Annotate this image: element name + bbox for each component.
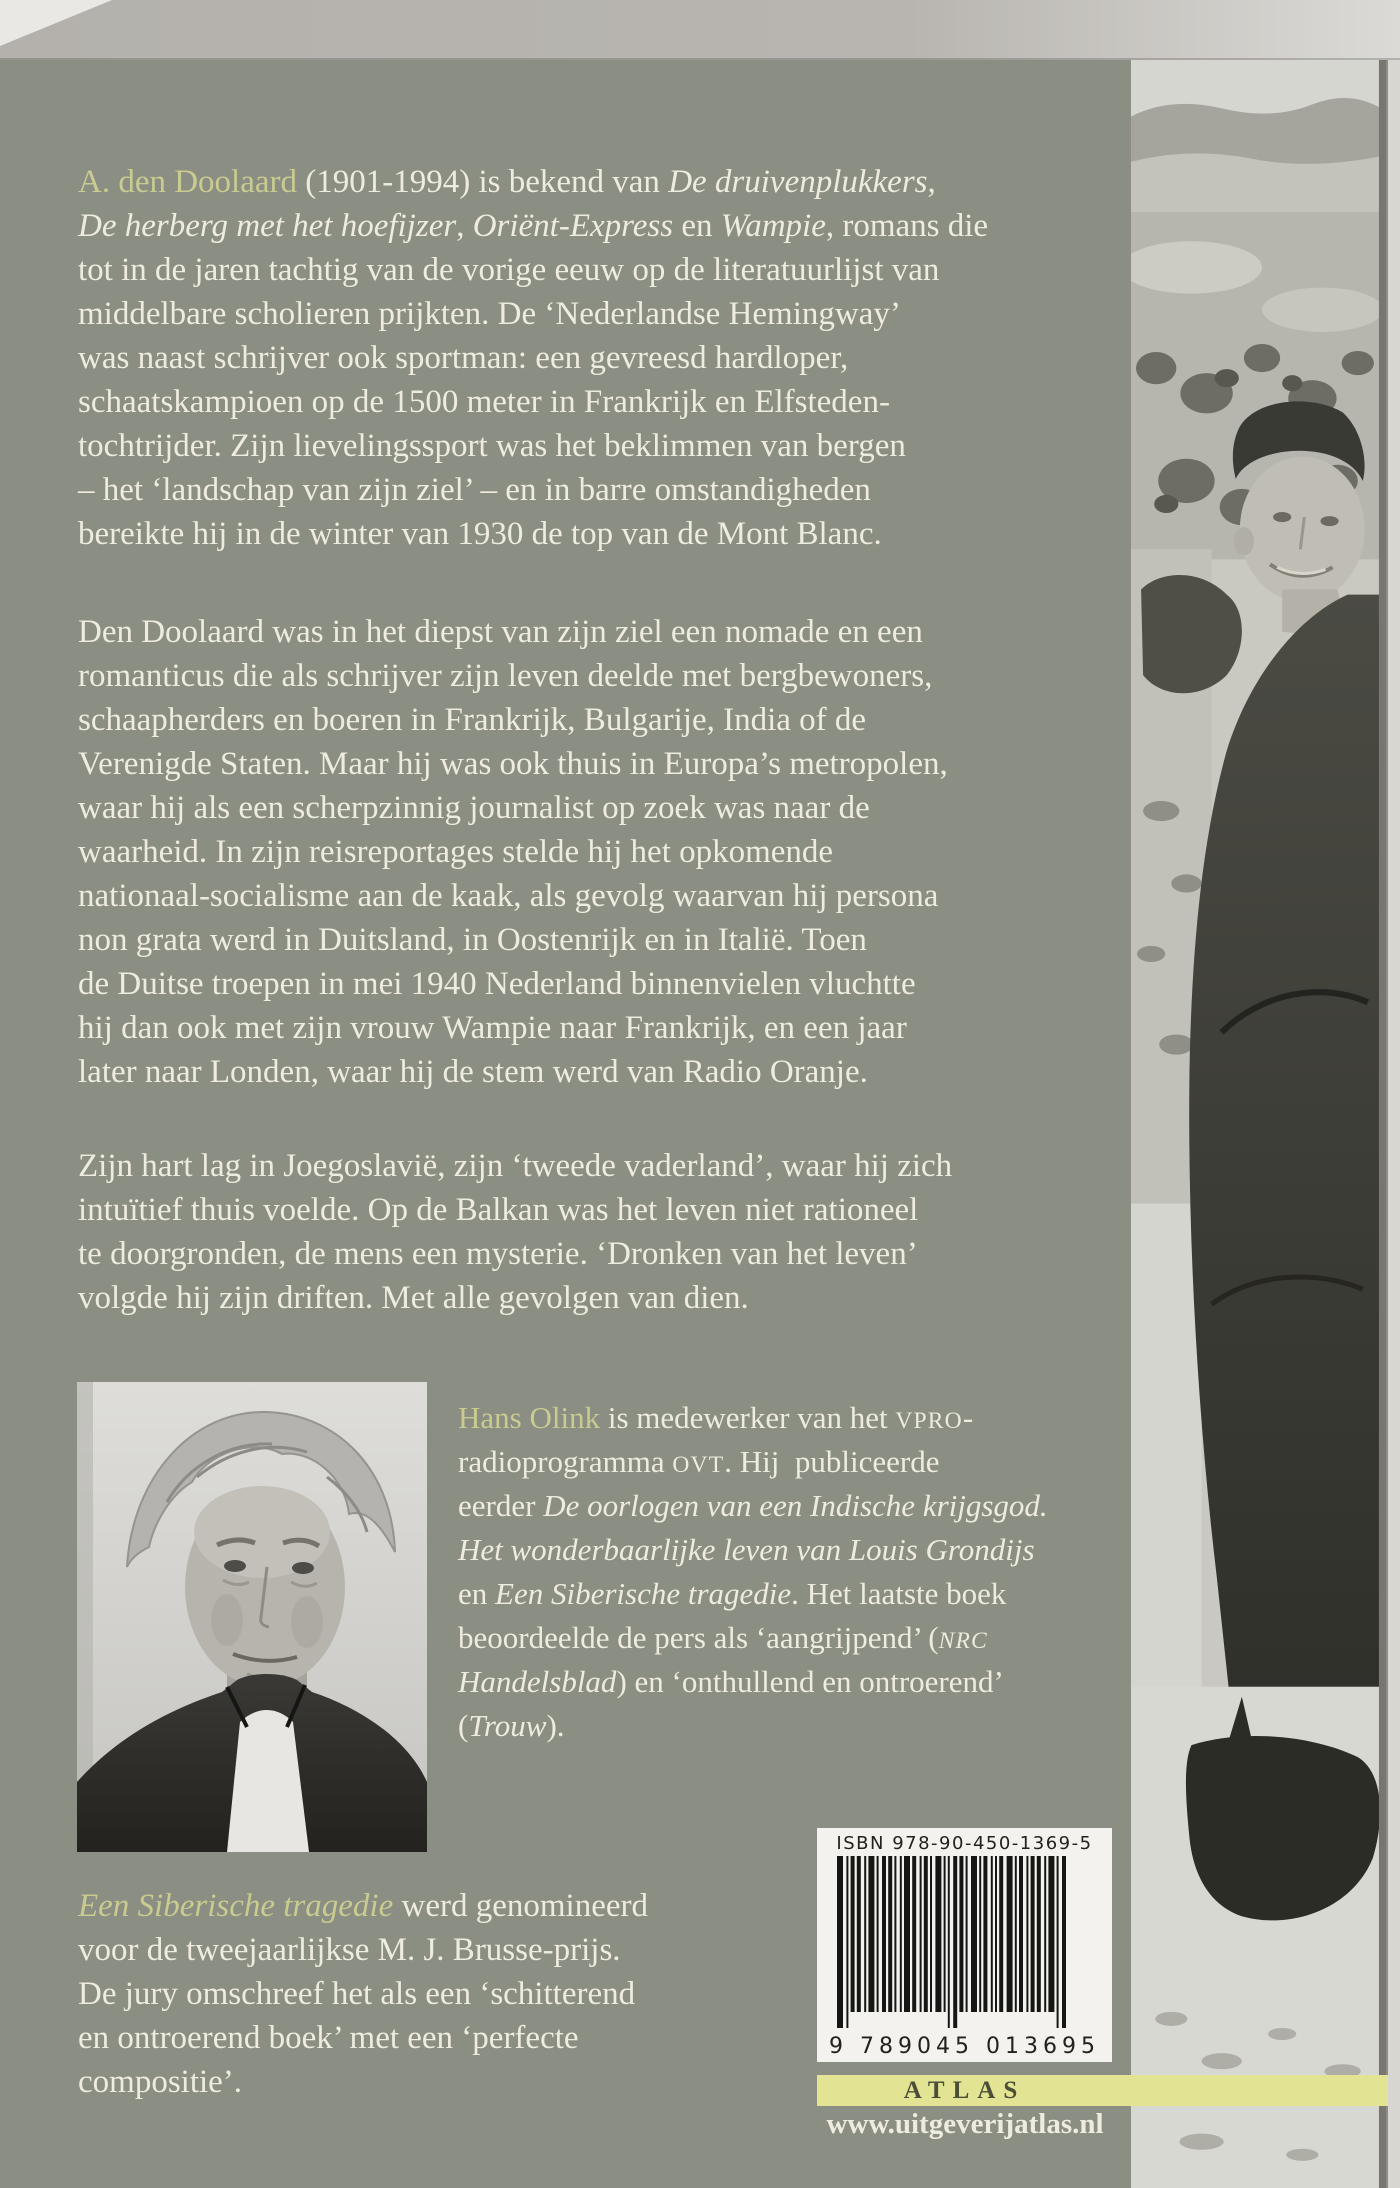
barcode-bars (817, 1856, 1112, 2030)
bio-paragraph-1: A. den Doolaard (1901-1994) is bekend van De druivenplukkers, De herberg met het hoefijzer, Oriënt-Express en Wampie, romans die tot in de jaren tachtig van de vorige eeuw op de literatuurlijst van middelbare scholieren prijkten. De ‘Nederlandse Hemingway’ was naast schrijver ook sportman: een gevreesd hardloper, schaatskampioen op de 1500 meter in Frankrijk en Elfsteden- tochtrijder. Zijn lievelingssport was het beklimmen van bergen – het ‘landschap van zijn ziel’ – en in barre omstandigheden bereikte hij in de winter van 1930 de top van de Mont Blanc. (78, 164, 989, 552)
isbn-label: ISBN 978-90-450-1369-5 (836, 1833, 1093, 1854)
den-doolaard-mountain-photo (1131, 46, 1388, 2188)
hans-olink-portrait-photo (77, 1382, 427, 1852)
barcode-panel (817, 1828, 1112, 2062)
about-author-paragraph: Hans Olink is medewerker van het VPRO- radioprogramma OVT. Hij publiceerde eerder De oorlogen van een Indische krijgsgod. Het wonderbaarlijke leven van Louis Grondijs en Een Siberische tragedie. Het laatste boek beoordeelde de pers als ‘aangrijpend’ (NRC Handelsblad) en ‘onthullend en ontroerend’ (Trouw). (458, 1400, 1048, 1743)
scan-backdrop (0, 0, 1400, 60)
nomination-paragraph: Een Siberische tragedie werd genomineerd voor de tweejaarlijkse M. J. Brusse-prijs. De jury omschreef het als een ‘schitterend en ontroerend boek’ met een ‘perfecte compositie’. (78, 1888, 648, 2100)
book-page-edge (1386, 40, 1400, 2188)
publisher-name: ATLAS (903, 2077, 1026, 2104)
bio-paragraph-3: Zijn hart lag in Joegoslavië, zijn ‘tweede vaderland’, waar hij zich intuïtief thuis voelde. Op de Balkan was het leven niet rationeel te doorgronden, de mens een mysterie. ‘Dronken van het leven’ volgde hij zijn driften. Met alle gevolgen van dien. (78, 1148, 953, 1316)
publisher-band (817, 2075, 1388, 2106)
bio-paragraph-2: Den Doolaard was in het diepst van zijn ziel een nomade en een romanticus die als schrijver zijn leven deelde met bergbewoners, schaapherders en boeren in Frankrijk, Bulgarije, India of de Verenigde Staten. Maar hij was ook thuis in Europa’s metropolen, waar hij als een scherpzinnig journalist op zoek was naar de waarheid. In zijn reisreportages stelde hij het opkomende nationaal-socialisme aan de kaak, als gevolg waarvan hij persona non grata werd in Duitsland, in Oostenrijk en in Italië. Toen de Duitse troepen in mei 1940 Nederland binnenvielen vluchtte hij dan ook met zijn vrouw Wampie naar Frankrijk, en een jaar later naar Londen, waar hij de stem werd van Radio Oranje. (78, 614, 948, 1090)
barcode-digits: 9 789045 013695 (829, 2034, 1100, 2059)
publisher-website: www.uitgeverijatlas.nl (826, 2108, 1104, 2140)
